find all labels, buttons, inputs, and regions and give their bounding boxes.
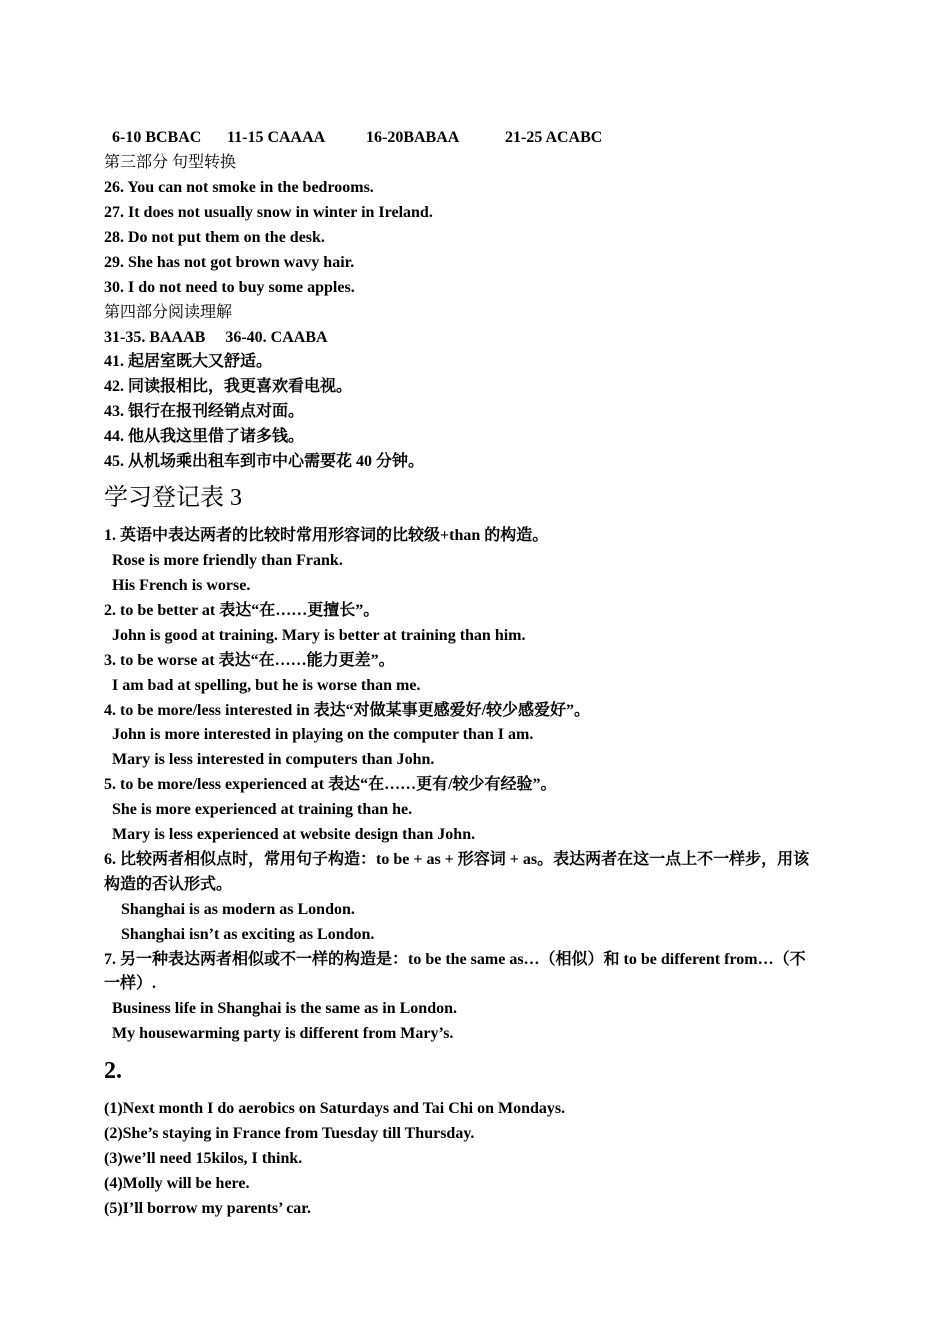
- section3-line: 2. to be better at 表达“在……更擅长”。: [104, 602, 380, 619]
- section3-line: 1. 英语中表达两者的比较时常用形容词的比较级+than 的构造。: [104, 527, 549, 544]
- answer-group: 6-10 BCBAC: [112, 129, 202, 146]
- section3-title: 学习登记表 3: [104, 485, 242, 511]
- part3-item: 27. It does not usually snow in winter in Ireland.: [104, 204, 433, 221]
- section3-line: 5. to be more/less experienced at 表达“在……更有/较少有经验”。: [104, 776, 557, 793]
- section3-example: She is more experienced at training than he.: [112, 801, 413, 818]
- section3-line: 6. 比较两者相似点时，常用句子构造：to be + as + 形容词 + as。表达两者在这一点上不一样步，用该: [104, 851, 810, 868]
- section2-item: (2)She’s staying in France from Tuesday till Thursday.: [104, 1125, 475, 1142]
- section3-example: Mary is less interested in computers than John.: [112, 751, 435, 768]
- part4-item: 45. 从机场乘出租车到市中心需要花 40 分钟。: [104, 453, 425, 470]
- section3-line: 7. 另一种表达两者相似或不一样的构造是：to be the same as…（相似）和 to be different from…（不: [104, 951, 806, 968]
- section3-example: Shanghai is as modern as London.: [121, 901, 355, 918]
- section2-item: (4)Molly will be here.: [104, 1175, 250, 1192]
- section2-item: (5)I’ll borrow my parents’ car.: [104, 1200, 311, 1217]
- section3-example: Business life in Shanghai is the same as in London.: [112, 1000, 457, 1017]
- part3-heading: 第三部分 句型转换: [104, 154, 237, 171]
- section3-line: 一样）.: [104, 975, 157, 992]
- part3-item: 30. I do not need to buy some apples.: [104, 279, 355, 296]
- part4-item: 42. 同读报相比，我更喜欢看电视。: [104, 378, 353, 395]
- section3-example: Mary is less experienced at website design than John.: [112, 826, 476, 843]
- part4-item: 41. 起居室既大又舒适。: [104, 353, 273, 370]
- section3-example: John is good at training. Mary is better at training than him.: [112, 627, 526, 644]
- part4-item: 44. 他从我这里借了诸多钱。: [104, 428, 305, 445]
- answer-group: 21-25 ACABC: [505, 129, 603, 146]
- part4-item: 43. 银行在报刊经销点对面。: [104, 403, 305, 420]
- section3-example: John is more interested in playing on the computer than I am.: [112, 726, 534, 743]
- section2-item: (1)Next month I do aerobics on Saturdays and Tai Chi on Mondays.: [104, 1100, 566, 1117]
- section3-line: 构造的否认形式。: [104, 876, 233, 893]
- section3-line: 3. to be worse at 表达“在……能力更差”。: [104, 652, 395, 669]
- section2-item: (3)we’ll need 15kilos, I think.: [104, 1150, 303, 1167]
- part3-item: 29. She has not got brown wavy hair.: [104, 254, 355, 271]
- section3-line: 4. to be more/less interested in 表达“对做某事更感爱好/较少感爱好”。: [104, 702, 591, 719]
- part4-heading: 第四部分阅读理解: [104, 304, 233, 321]
- part3-item: 26. You can not smoke in the bedrooms.: [104, 179, 374, 196]
- section3-example: I am bad at spelling, but he is worse than me.: [112, 677, 421, 694]
- section3-example: Rose is more friendly than Frank.: [112, 552, 343, 569]
- answer-group: 16-20BABAA: [366, 129, 460, 146]
- section3-example: Shanghai isn’t as exciting as London.: [121, 926, 375, 943]
- part4-answers: 31-35. BAAAB 36-40. CAABA: [104, 329, 328, 346]
- part3-item: 28. Do not put them on the desk.: [104, 229, 325, 246]
- answer-group: 11-15 CAAAA: [227, 129, 326, 146]
- section3-example: His French is worse.: [112, 577, 251, 594]
- section3-example: My housewarming party is different from Mary’s.: [112, 1025, 454, 1042]
- section2-title: 2.: [104, 1058, 122, 1084]
